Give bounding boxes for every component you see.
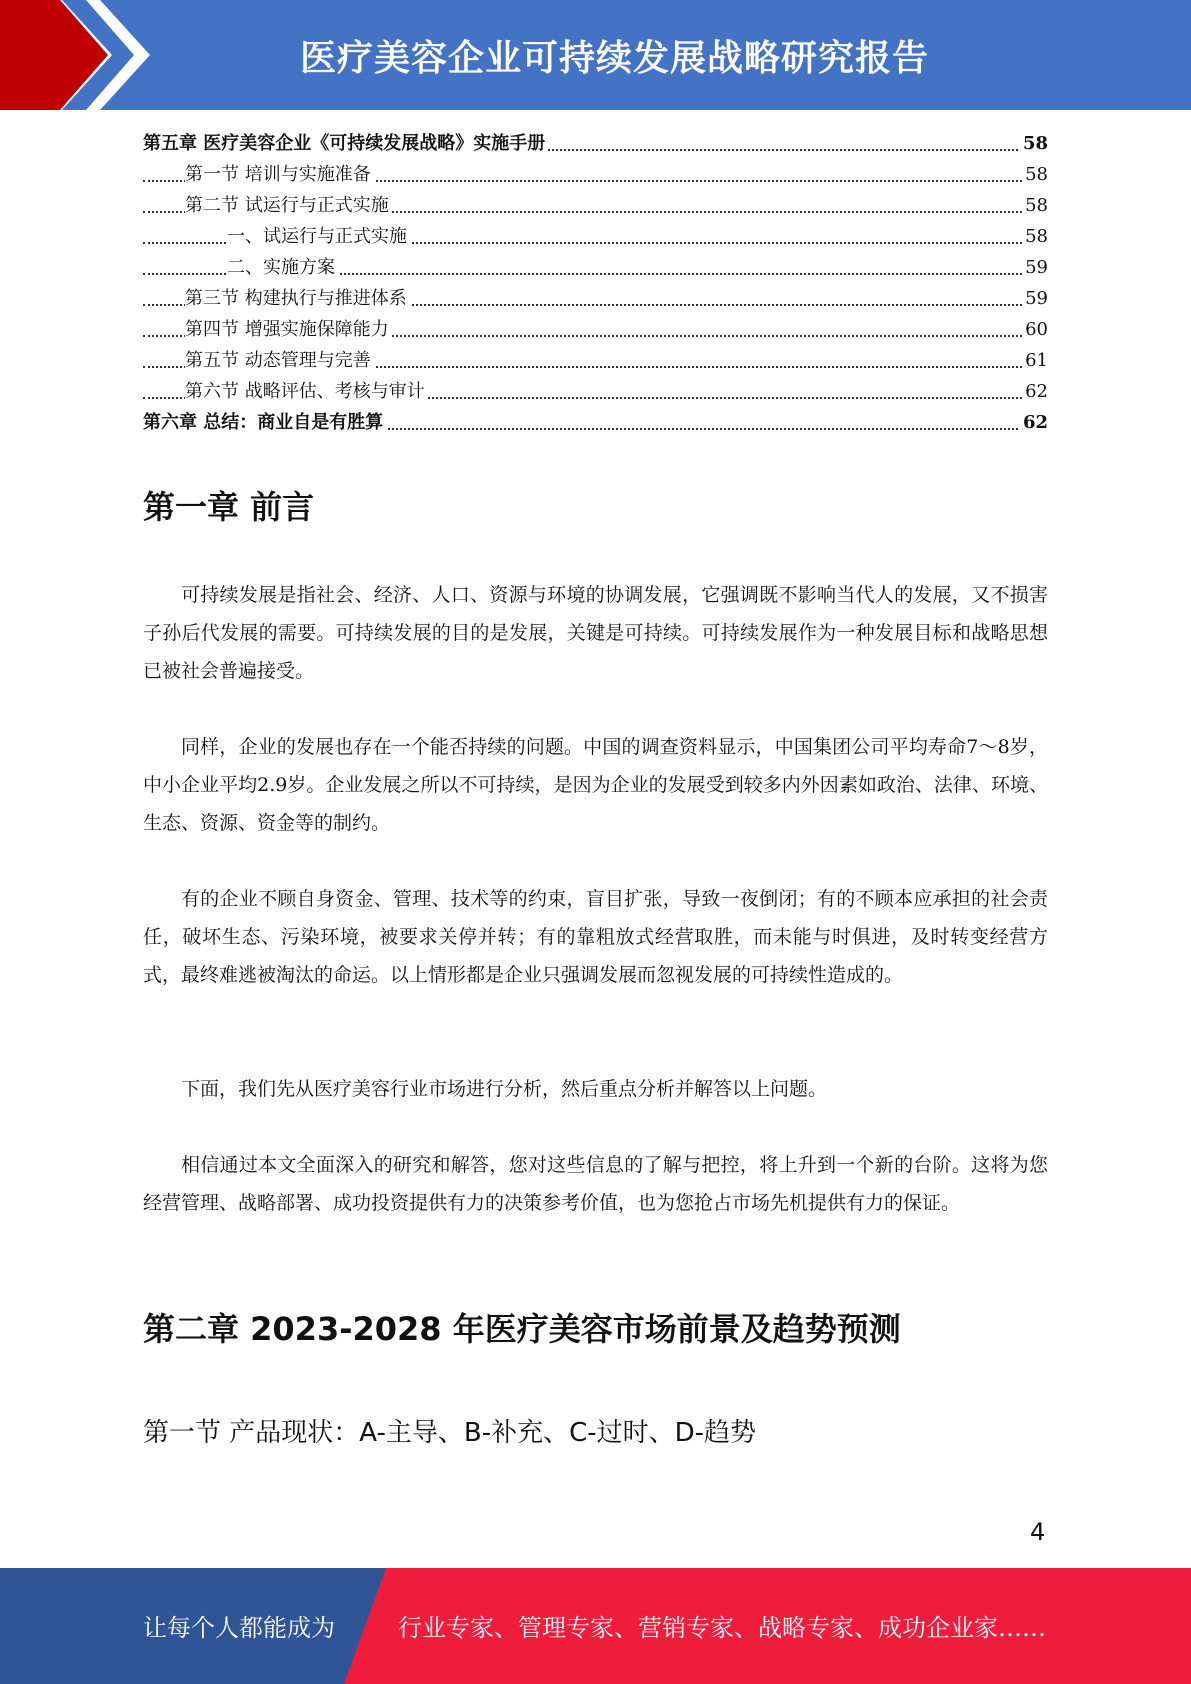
toc-entry[interactable] bbox=[143, 252, 1048, 283]
toc-entry-page: 59 bbox=[1022, 252, 1048, 283]
toc-entry-label: 第五节 动态管理与完善 bbox=[185, 350, 374, 371]
page-number: 4 bbox=[1030, 1518, 1046, 1546]
header-arrow-decoration bbox=[0, 0, 160, 110]
table-of-contents bbox=[143, 128, 1048, 438]
toc-entry-page: 60 bbox=[1022, 314, 1048, 345]
toc-entry-label: 第五章 医疗美容企业《可持续发展战略》实施手册 bbox=[143, 133, 548, 154]
toc-entry-page: 61 bbox=[1022, 345, 1048, 376]
toc-entry[interactable] bbox=[143, 159, 1048, 190]
paragraph: 可持续发展是指社会、经济、人口、资源与环境的协调发展，它强调既不影响当代人的发展，又不损害子孙后代发展的需要。可持续发展的目的是发展，关键是可持续。可持续发展作为一种发展目标和战略思想已被社会普遍接受。 bbox=[143, 584, 1048, 682]
footer-slogan-left: 让每个人都能成为 bbox=[143, 1614, 335, 1642]
toc-entry-page: 62 bbox=[1020, 407, 1048, 438]
toc-entry-label: 一、试运行与正式实施 bbox=[227, 226, 410, 247]
paragraph: 相信通过本文全面深入的研究和解答，您对这些信息的了解与把控，将上升到一个新的台阶。这将为您经营管理、战略部署、成功投资提供有力的决策参考价值，也为您抢占市场先机提供有力的保证。 bbox=[143, 1154, 1048, 1214]
paragraph: 下面，我们先从医疗美容行业市场进行分析，然后重点分析并解答以上问题。 bbox=[181, 1078, 828, 1100]
chapter-2-heading: 第二章 2023-2028 年医疗美容市场前景及趋势预测 bbox=[143, 1310, 901, 1348]
toc-entry-page: 58 bbox=[1022, 221, 1048, 252]
toc-entry-label: 第三节 构建执行与推进体系 bbox=[185, 288, 410, 309]
toc-entry[interactable] bbox=[143, 283, 1048, 314]
paragraph: 同样，企业的发展也存在一个能否持续的问题。中国的调查资料显示，中国集团公司平均寿命7～8岁，中小企业平均2.9岁。企业发展之所以不可持续，是因为企业的发展受到较多内外因素如政治、法律、环境、生态、资源、资金等的制约。 bbox=[143, 736, 1048, 834]
toc-entry-page: 58 bbox=[1022, 159, 1048, 190]
paragraph: 有的企业不顾自身资金、管理、技术等的约束，盲目扩张，导致一夜倒闭；有的不顾本应承担的社会责任，破坏生态、污染环境，被要求关停并转；有的靠粗放式经营取胜，而未能与时俱进，及时转变经营方式，最终难逃被淘汰的命运。以上情形都是企业只强调发展而忽视发展的可持续性造成的。 bbox=[143, 888, 1048, 986]
toc-entry[interactable] bbox=[143, 221, 1048, 252]
section-heading: 第一节 产品现状：A-主导、B-补充、C-过时、D-趋势 bbox=[143, 1418, 757, 1448]
toc-entry-label: 第六节 战略评估、考核与审计 bbox=[185, 381, 428, 402]
toc-entry[interactable] bbox=[143, 407, 1048, 438]
toc-entry[interactable] bbox=[143, 376, 1048, 407]
header-banner bbox=[0, 0, 1191, 110]
footer-banner bbox=[0, 1568, 1191, 1684]
toc-entry-page: 58 bbox=[1020, 128, 1048, 159]
toc-entry-label: 二、实施方案 bbox=[227, 257, 338, 278]
toc-entry-label: 第一节 培训与实施准备 bbox=[185, 164, 374, 185]
toc-entry-page: 59 bbox=[1022, 283, 1048, 314]
toc-entry-page: 62 bbox=[1022, 376, 1048, 407]
toc-entry[interactable] bbox=[143, 314, 1048, 345]
report-title: 医疗美容企业可持续发展战略研究报告 bbox=[300, 38, 930, 79]
footer-slogan-right: 行业专家、管理专家、营销专家、战略专家、成功企业家…… bbox=[398, 1614, 1046, 1642]
toc-entry-label: 第四节 增强实施保障能力 bbox=[185, 319, 392, 340]
toc-entry[interactable] bbox=[143, 128, 1048, 159]
toc-entry-label: 第二节 试运行与正式实施 bbox=[185, 195, 392, 216]
toc-entry-label: 第六章 总结：商业自是有胜算 bbox=[143, 412, 386, 433]
toc-entry[interactable] bbox=[143, 345, 1048, 376]
toc-entry-page: 58 bbox=[1022, 190, 1048, 221]
chapter-1-heading: 第一章 前言 bbox=[143, 488, 315, 526]
toc-entry[interactable] bbox=[143, 190, 1048, 221]
